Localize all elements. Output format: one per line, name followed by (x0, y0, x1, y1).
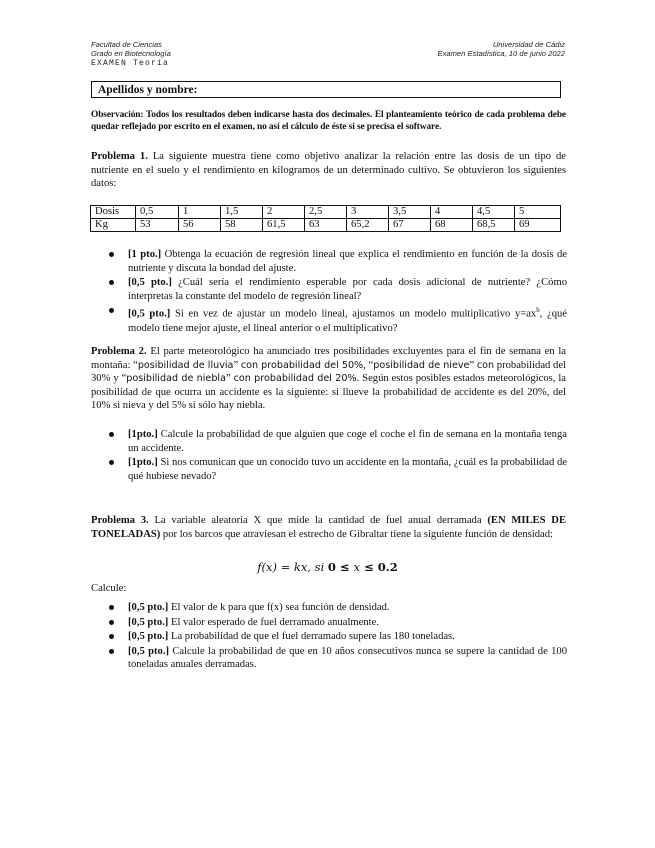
question-text: Calcule la probabilidad de que alguien que coge el coche el fin de semana en la montaña tenga un accidente. (128, 429, 567, 454)
table-cell: Dosis (91, 206, 136, 219)
points-tag: [1 pto.] (128, 249, 162, 260)
problem2-math-text: con probabilidad del 50% (240, 359, 364, 371)
bullet-icon (109, 432, 114, 437)
table-cell: 58 (221, 219, 263, 232)
points-tag: [0,5 pto.] (128, 645, 169, 657)
bullet-icon (109, 620, 114, 625)
table-cell: 69 (515, 219, 561, 232)
question-text: La probabilidad de que el fuel derramado supere las 180 toneladas. (170, 631, 455, 643)
problem3-title: Problema 3. (91, 515, 149, 526)
faculty-name: Facultad de Ciencias (91, 40, 162, 49)
question-text: , ¿qué modelo tiene mejor ajuste, el lineal anterior o el multiplicativo? (128, 308, 568, 334)
problem1-statement (91, 150, 566, 191)
list-item (109, 248, 567, 275)
points-tag: [0,5 pto.] (128, 277, 172, 289)
bullet-icon (109, 649, 114, 654)
bullet-icon (109, 252, 114, 257)
name-field-label: Apellidos y nombre: (98, 84, 198, 96)
list-item (109, 276, 567, 303)
bullet-icon (109, 634, 114, 639)
exam-label: EXAMEN Teoría (91, 58, 170, 68)
table-cell: 2 (263, 206, 305, 219)
table-cell: 53 (136, 219, 179, 232)
problem3-intro: La variable aleatoria X que mide la cantidad de fuel anual derramada (154, 515, 488, 526)
question-text: Si nos comunican que un conocido tuvo un accidente en la montaña, ¿cuál es la probabilidad de qué hubiese nevado? (128, 457, 568, 482)
problem3-questions (109, 601, 567, 673)
bullet-icon (109, 460, 114, 465)
problem2-math-text: posibilidad de niebla (126, 373, 226, 385)
question-text: El valor de k para que f(x) sea función de densidad. (170, 602, 390, 613)
points-tag: [1pto.] (128, 457, 158, 469)
question-text: Obtenga la ecuación de regresión lineal que explica el rendimiento en función de la dosis de nutriente y discuta la bondad del ajuste. (128, 249, 567, 274)
question-text: ¿Cuál sería el rendimiento esperable por cada dosis adicional de nutriente? ¿Cómo interpretas la constante del modelo de regresión lineal? (128, 277, 568, 302)
formula-part: 0 ≤ (327, 560, 354, 574)
points-tag: [0,5 pto.] (128, 616, 169, 628)
table-cell: 56 (179, 219, 221, 232)
problem2-questions (109, 428, 567, 484)
formula-part: f(x) = kx, si (257, 560, 328, 574)
header-left (91, 40, 171, 68)
table-cell: 65,2 (347, 219, 389, 232)
table-cell: 4 (431, 206, 473, 219)
question-text: Calcule la probabilidad de que en 10 años consecutivos nunca se supere la cantidad de 100 toneladas anuales derramadas. (128, 645, 568, 671)
problem2-text: ” (225, 373, 234, 385)
degree-name: Grado en Biotecnología (91, 49, 171, 59)
list-item (109, 304, 567, 335)
table-cell: Kg (91, 219, 136, 232)
exponent: b (536, 306, 540, 315)
list-item (109, 456, 567, 483)
list-item (109, 428, 567, 455)
problem2-text: . Según estos posibles estados meteorológicos, la posibilidad de que ocurra un accidente es la siguiente: si llueve la probabilidad de accidente es del 20%, del 10% si nieva y del 5% si sólo hay niebla. (91, 373, 566, 412)
problem2-text: , “ (363, 359, 374, 371)
formula-part: ≤ 0.2 (360, 560, 398, 574)
table-cell: 68 (431, 219, 473, 232)
problem2-title: Problema 2. (91, 346, 147, 357)
problem1-questions (109, 248, 567, 336)
problem1-title: Problema 1. (91, 151, 148, 162)
question-text: Si en vez de ajustar un modelo lineal, ajustamos un modelo multiplicativo y=ax (174, 308, 537, 320)
table-cell: 61,5 (263, 219, 305, 232)
list-item (109, 630, 567, 644)
problem2-math-text: con probabilidad del 20% (233, 373, 357, 385)
university-name: Universidad de Cádiz (492, 40, 565, 49)
problem2-text: probabilidad del 30% y “ (91, 359, 566, 385)
problem3-intro: por los barcos que atraviesan el estrecho de Gibraltar tiene la siguiente función de densidad: (160, 528, 553, 540)
table-row (91, 206, 561, 219)
points-tag: [0,5 pto.] (128, 308, 171, 320)
problem2-math-text: posibilidad de nieve (373, 359, 470, 371)
table-cell: 3 (347, 206, 389, 219)
problem3-units: (EN MILES DE TONELADAS) (91, 515, 567, 540)
points-tag: [0,5 pto.] (128, 631, 169, 643)
name-field-box[interactable] (91, 81, 561, 98)
problem1-intro: La siguiente muestra tiene como objetivo analizar la relación entre las dosis de un tipo de nutriente en el suelo y el rendimiento en kilogramos de un determinado cultivo. Se obtuvieron los siguientes datos: (91, 151, 567, 190)
table-cell: 5 (515, 206, 561, 219)
bullet-icon (109, 280, 114, 285)
table-cell: 2,5 (305, 206, 347, 219)
problem2-statement (91, 345, 566, 413)
list-item (109, 645, 567, 672)
density-formula (0, 560, 655, 574)
table-cell: 1,5 (221, 206, 263, 219)
header-right (438, 40, 566, 59)
calcule-label: Calcule: (91, 583, 127, 594)
bullet-icon (109, 605, 114, 610)
list-item (109, 601, 567, 615)
problem2-text: ” (233, 359, 241, 371)
table-cell: 3,5 (389, 206, 431, 219)
problem2-math-text: posibilidad de lluvia (137, 359, 234, 371)
problem3-statement (91, 514, 566, 541)
exam-date: Examen Estadística, 10 de junio 2022 (437, 49, 565, 59)
list-item (109, 616, 567, 630)
table-cell: 4,5 (473, 206, 515, 219)
table-cell: 1 (179, 206, 221, 219)
data-table (90, 205, 561, 232)
table-cell: 68,5 (473, 219, 515, 232)
problem2-text: El parte meteorológico ha anunciado tres posibilidades excluyentes para el fin de semana en la montaña: “ (91, 346, 566, 371)
points-tag: [0,5 pto.] (128, 602, 169, 613)
problem2-math-text: con (476, 359, 495, 371)
problem2-text: ” (469, 359, 477, 371)
table-cell: 67 (389, 219, 431, 232)
question-text: El valor esperado de fuel derramado anualmente. (170, 616, 379, 628)
points-tag: [1pto.] (128, 429, 158, 440)
table-cell: 63 (305, 219, 347, 232)
table-cell: 0,5 (136, 206, 179, 219)
bullet-icon (109, 308, 114, 313)
observation-note: Observación: Todos los resultados deben indicarse hasta dos decimales. El planteamiento teórico de cada problema debe quedar reflejado por escrito en el examen, no así el cálculo de éste si se precisa el software. (91, 110, 566, 132)
formula-part: x (353, 560, 361, 574)
table-row (91, 219, 561, 232)
